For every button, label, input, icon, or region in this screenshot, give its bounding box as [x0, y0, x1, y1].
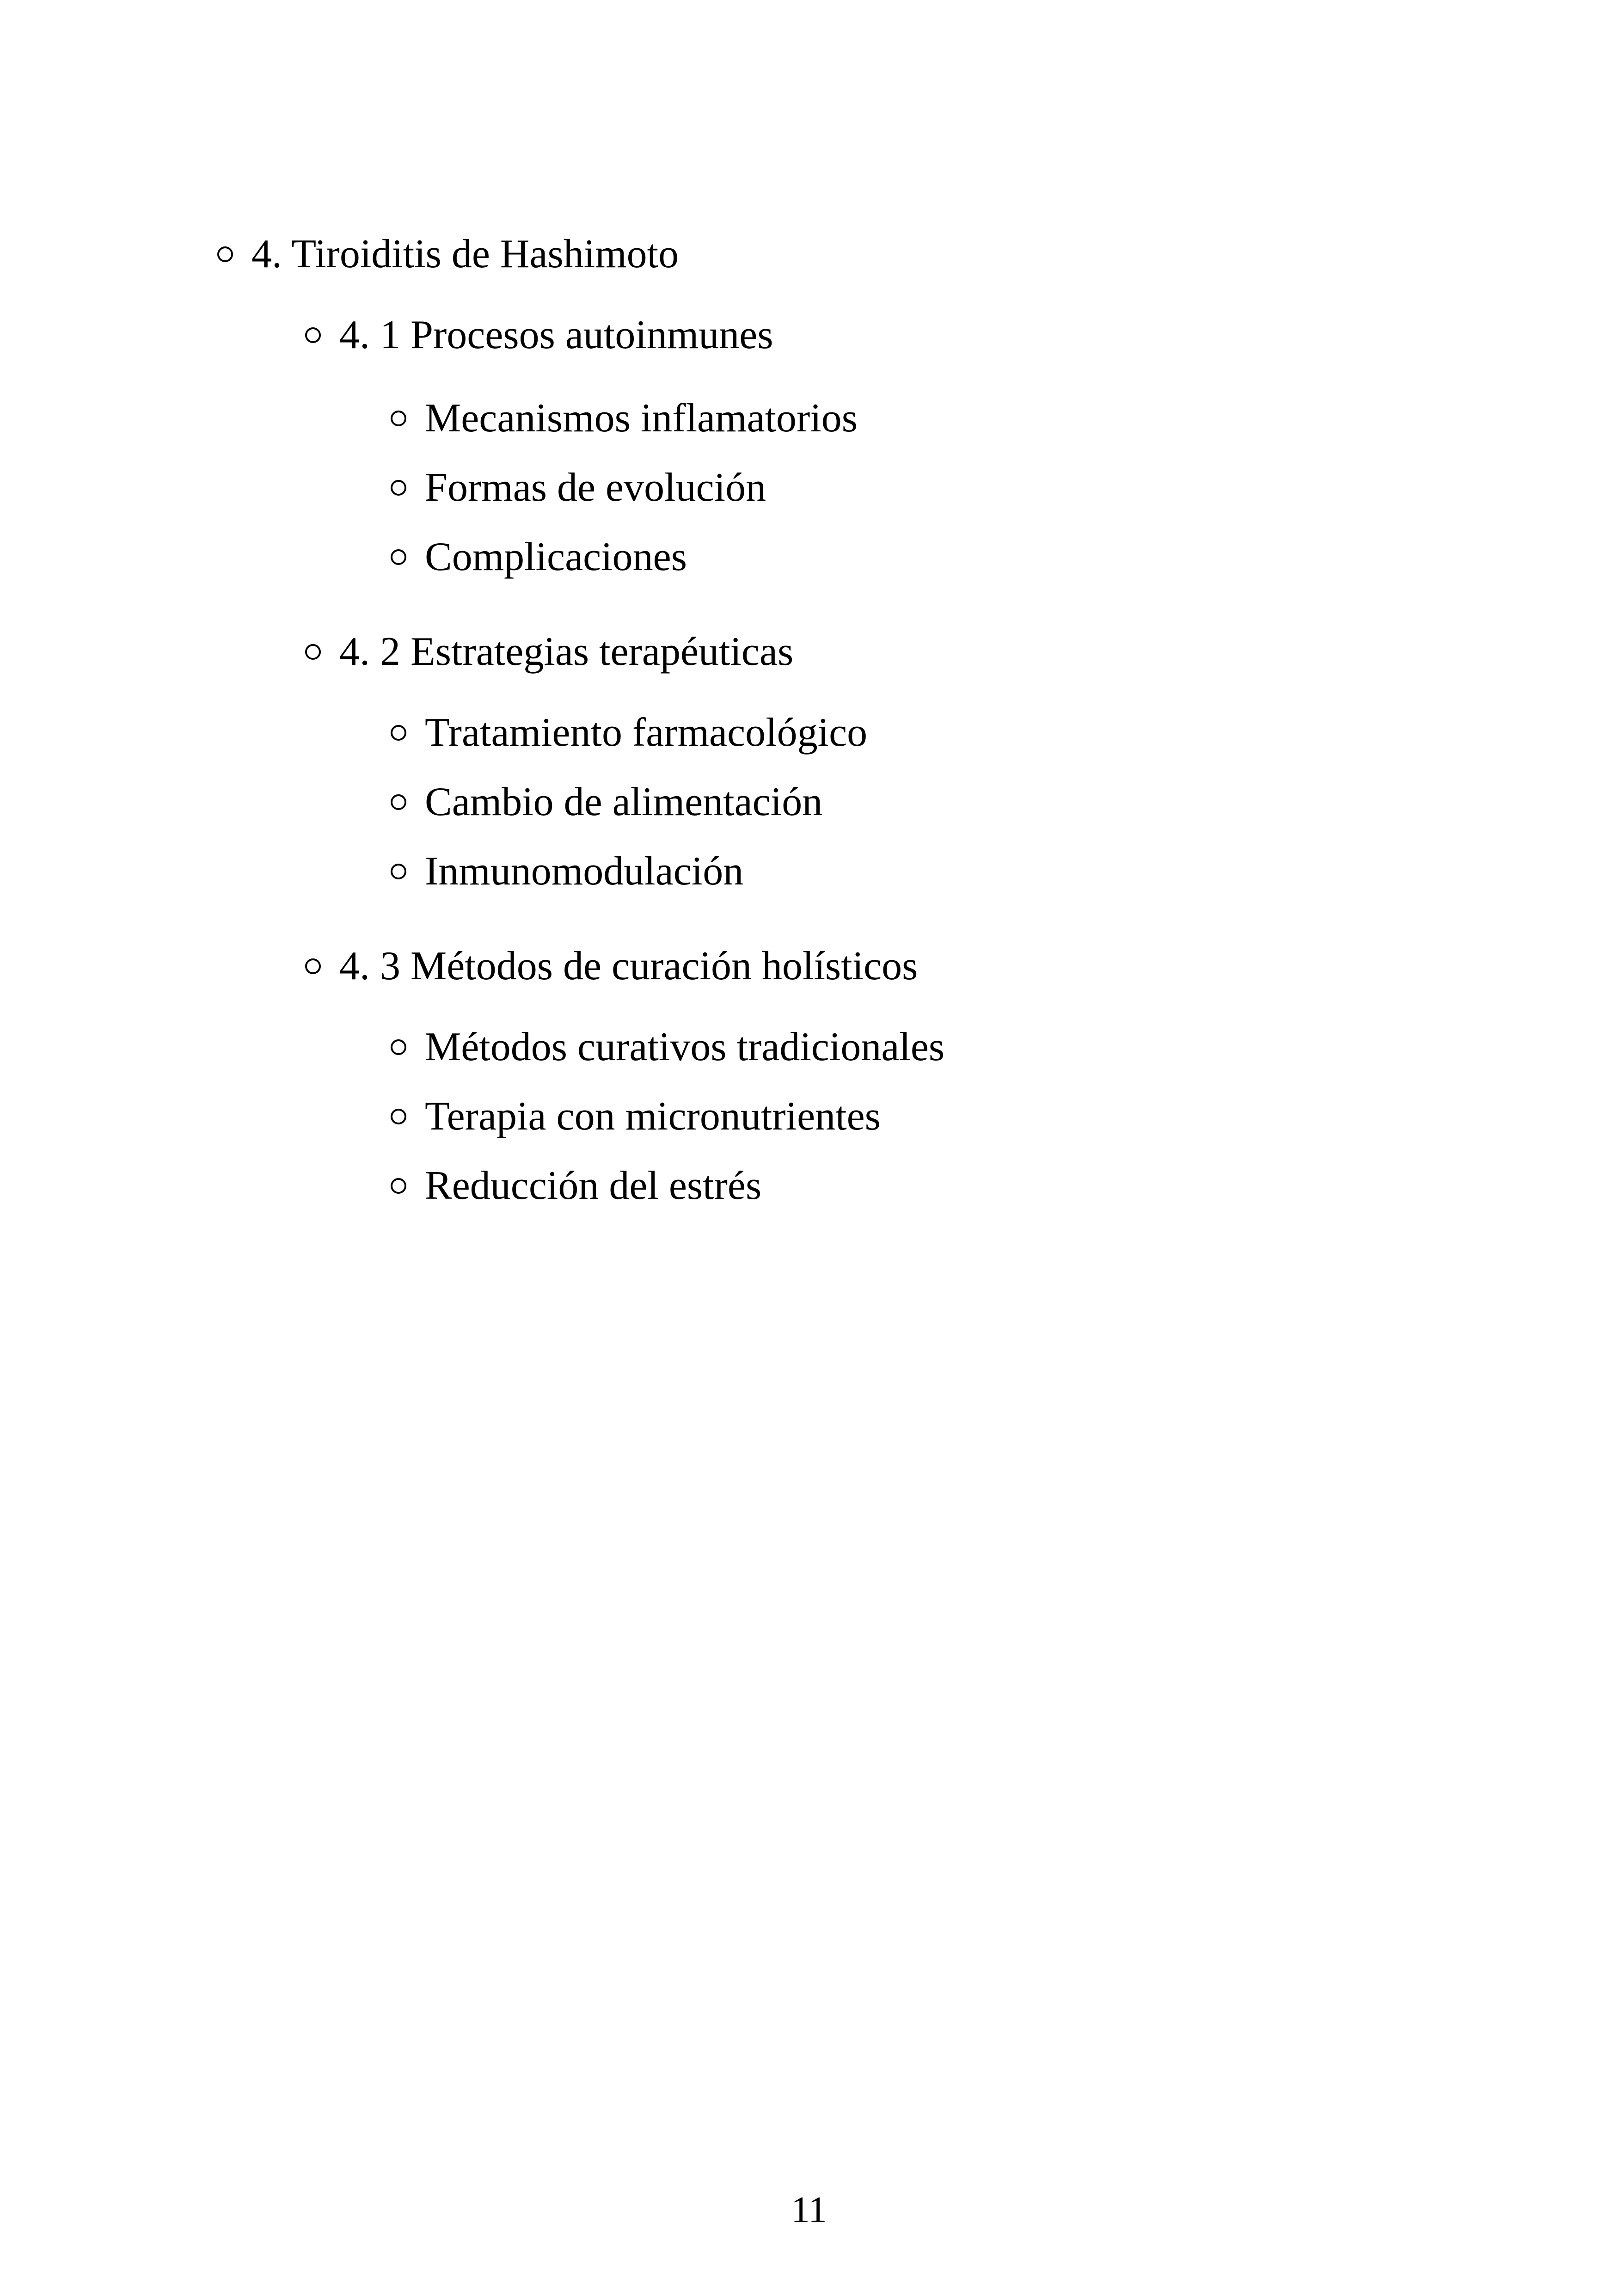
toc-item-label: Inmunomodulación [425, 849, 744, 894]
circle-bullet-icon [391, 1039, 406, 1055]
toc-item [391, 710, 867, 756]
circle-bullet-icon [391, 549, 406, 565]
circle-bullet-icon [305, 327, 321, 343]
toc-item [391, 779, 822, 825]
circle-bullet-icon [391, 864, 406, 879]
page-number: 11 [791, 2190, 827, 2230]
circle-bullet-icon [305, 644, 321, 660]
circle-bullet-icon [391, 1178, 406, 1194]
circle-bullet-icon [391, 480, 406, 496]
toc-item-label: Tratamiento farmacológico [425, 710, 868, 755]
toc-subsection-title: 4. 3 Métodos de curación holísticos [339, 944, 918, 988]
circle-bullet-icon [391, 725, 406, 741]
toc-section-title: 4. Tiroiditis de Hashimoto [251, 232, 679, 276]
toc-item-label: Cambio de alimentación [425, 780, 823, 824]
toc-item [391, 1163, 761, 1209]
toc-item [391, 465, 766, 511]
toc-item [391, 1093, 881, 1140]
toc-item [391, 848, 743, 895]
toc-item [391, 1024, 944, 1070]
toc-subsection-4-3 [305, 943, 918, 989]
circle-bullet-icon [305, 958, 321, 974]
toc-item-label: Reducción del estrés [425, 1163, 762, 1208]
circle-bullet-icon [391, 794, 406, 810]
toc-item-label: Complicaciones [425, 534, 687, 579]
toc-item [391, 534, 687, 580]
toc-subsection-title: 4. 1 Procesos autoinmunes [339, 313, 773, 357]
toc-item-label: Formas de evolución [425, 465, 766, 510]
toc-item-label: Terapia con micronutrientes [425, 1094, 881, 1139]
toc-section-4 [217, 231, 679, 277]
toc-item [391, 395, 858, 442]
circle-bullet-icon [391, 411, 406, 426]
toc-subsection-title: 4. 2 Estrategias terapéuticas [339, 629, 794, 674]
toc-subsection-4-1 [305, 312, 773, 358]
circle-bullet-icon [391, 1109, 406, 1124]
toc-item-label: Mecanismos inflamatorios [425, 396, 858, 441]
toc-subsection-4-2 [305, 629, 793, 675]
circle-bullet-icon [217, 246, 233, 262]
toc-item-label: Métodos curativos tradicionales [425, 1025, 945, 1069]
